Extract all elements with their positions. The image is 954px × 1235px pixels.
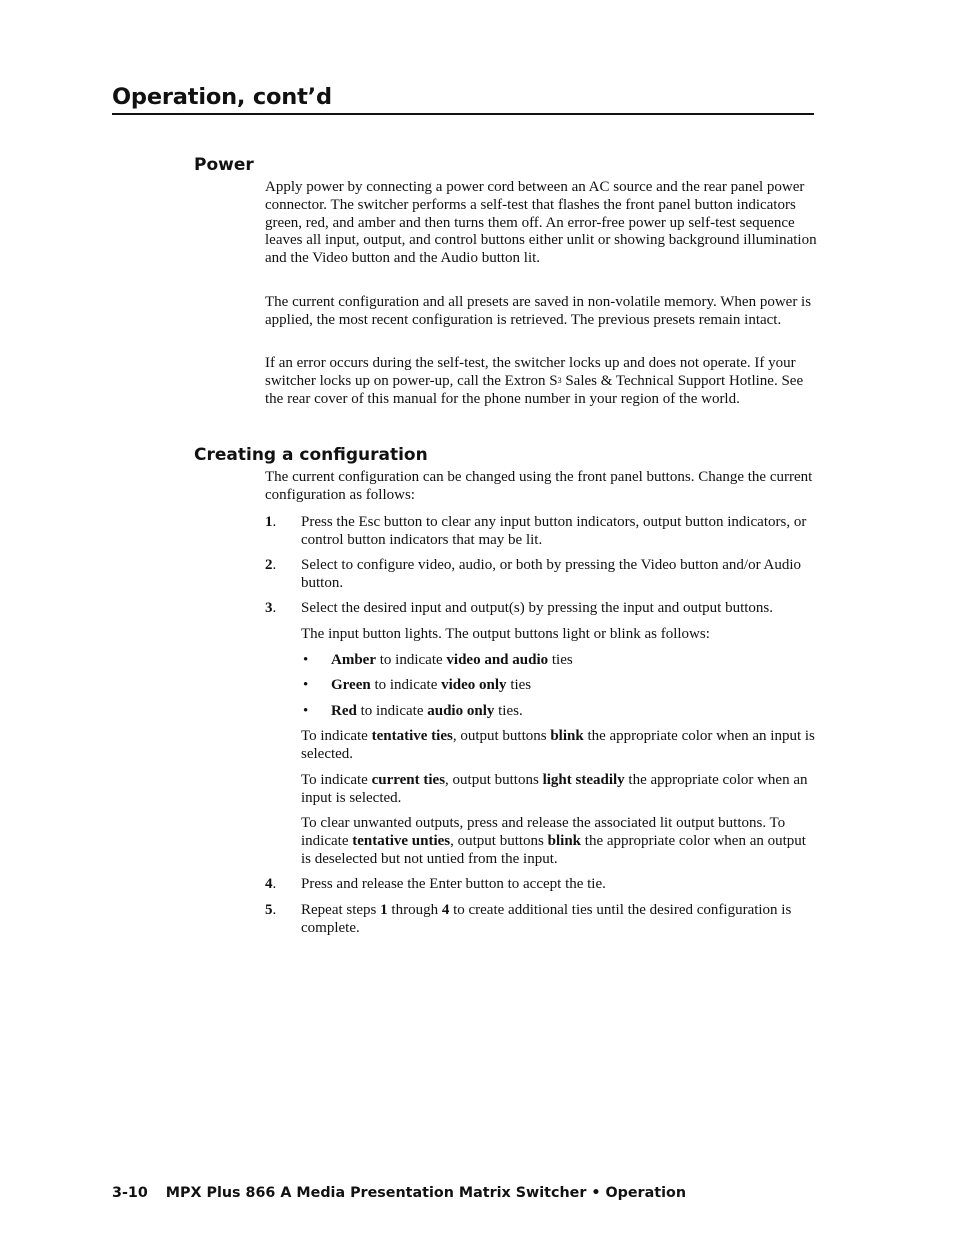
page-footer — [112, 1184, 686, 1202]
bullet-icon: • — [303, 677, 309, 693]
clear-outputs-note: To clear unwanted outputs, press and release the associated lit output buttons. To indicate tentative unties, output buttons blink the appropriate color when an output is deselected but not untied from the input. — [301, 815, 806, 867]
step-number: 3. — [265, 600, 277, 616]
step-1-text: Press the Esc button to clear any input button indicators, output button indicators, or control button indicators that may be lit. — [301, 514, 807, 548]
power-paragraph-3: If an error occurs during the self-test, the switcher locks up and does not operate. If your switcher locks up on power-up, call the Extron $S^3$ Sales & Technical Support Hotline. See the rear cover of this manual for the phone number in your region of the world. — [265, 355, 804, 407]
power-paragraph-2: The current configuration and all presets are saved in non-volatile memory. When power is applied, the most recent configuration is retrieved. The previous presets remain intact. — [265, 294, 812, 328]
bullet-icon: • — [303, 652, 309, 668]
bullet-icon: • — [303, 703, 309, 719]
tentative-ties-note: To indicate tentative ties, output buttons blink the appropriate color when an input is selected. — [301, 728, 815, 762]
current-ties-note: To indicate current ties, output buttons light steadily the appropriate color when an input is selected. — [301, 772, 808, 806]
bullet-green: Green to indicate video only ties — [331, 677, 532, 693]
bullet-amber: Amber to indicate video and audio ties — [331, 652, 573, 668]
page-number: 3-10 — [112, 1185, 148, 1201]
superscript: 3 — [557, 375, 562, 385]
power-heading: Power — [194, 155, 254, 175]
step-4-text: Press and release the Enter button to accept the tie. — [301, 876, 606, 892]
config-heading: Creating a configuration — [194, 445, 428, 465]
footer-title: MPX Plus 866 A Media Presentation Matrix Switcher • Operation — [165, 1185, 686, 1201]
step-number: 1. — [265, 514, 277, 530]
bullet-red: Red to indicate audio only ties. — [331, 703, 523, 719]
step-5-text: Repeat steps 1 through 4 to create additional ties until the desired configuration is complete. — [301, 902, 792, 936]
step-2-text: Select to configure video, audio, or both by pressing the Video button and/or Audio button. — [301, 557, 801, 591]
step-number: 4. — [265, 876, 277, 892]
power-paragraph-1: Apply power by connecting a power cord between an AC source and the rear panel power connector. The switcher performs a self-test that flashes the front panel button indicators green, red, and amber and then turns them off. An error-free power up self-test sequence leaves all input, output, and control buttons either unlit or showing background illumination and the Video button and the Audio button lit. — [265, 179, 817, 266]
page-header: Operation, cont’d — [112, 82, 814, 115]
step-number: 2. — [265, 557, 277, 573]
config-intro: The current configuration can be changed using the front panel buttons. Change the current configuration as follows: — [265, 469, 813, 503]
step-3-subtext: The input button lights. The output buttons light or blink as follows: — [301, 626, 710, 642]
step-3-text: Select the desired input and output(s) by pressing the input and output buttons. — [301, 600, 774, 616]
step-number: 5. — [265, 902, 277, 918]
